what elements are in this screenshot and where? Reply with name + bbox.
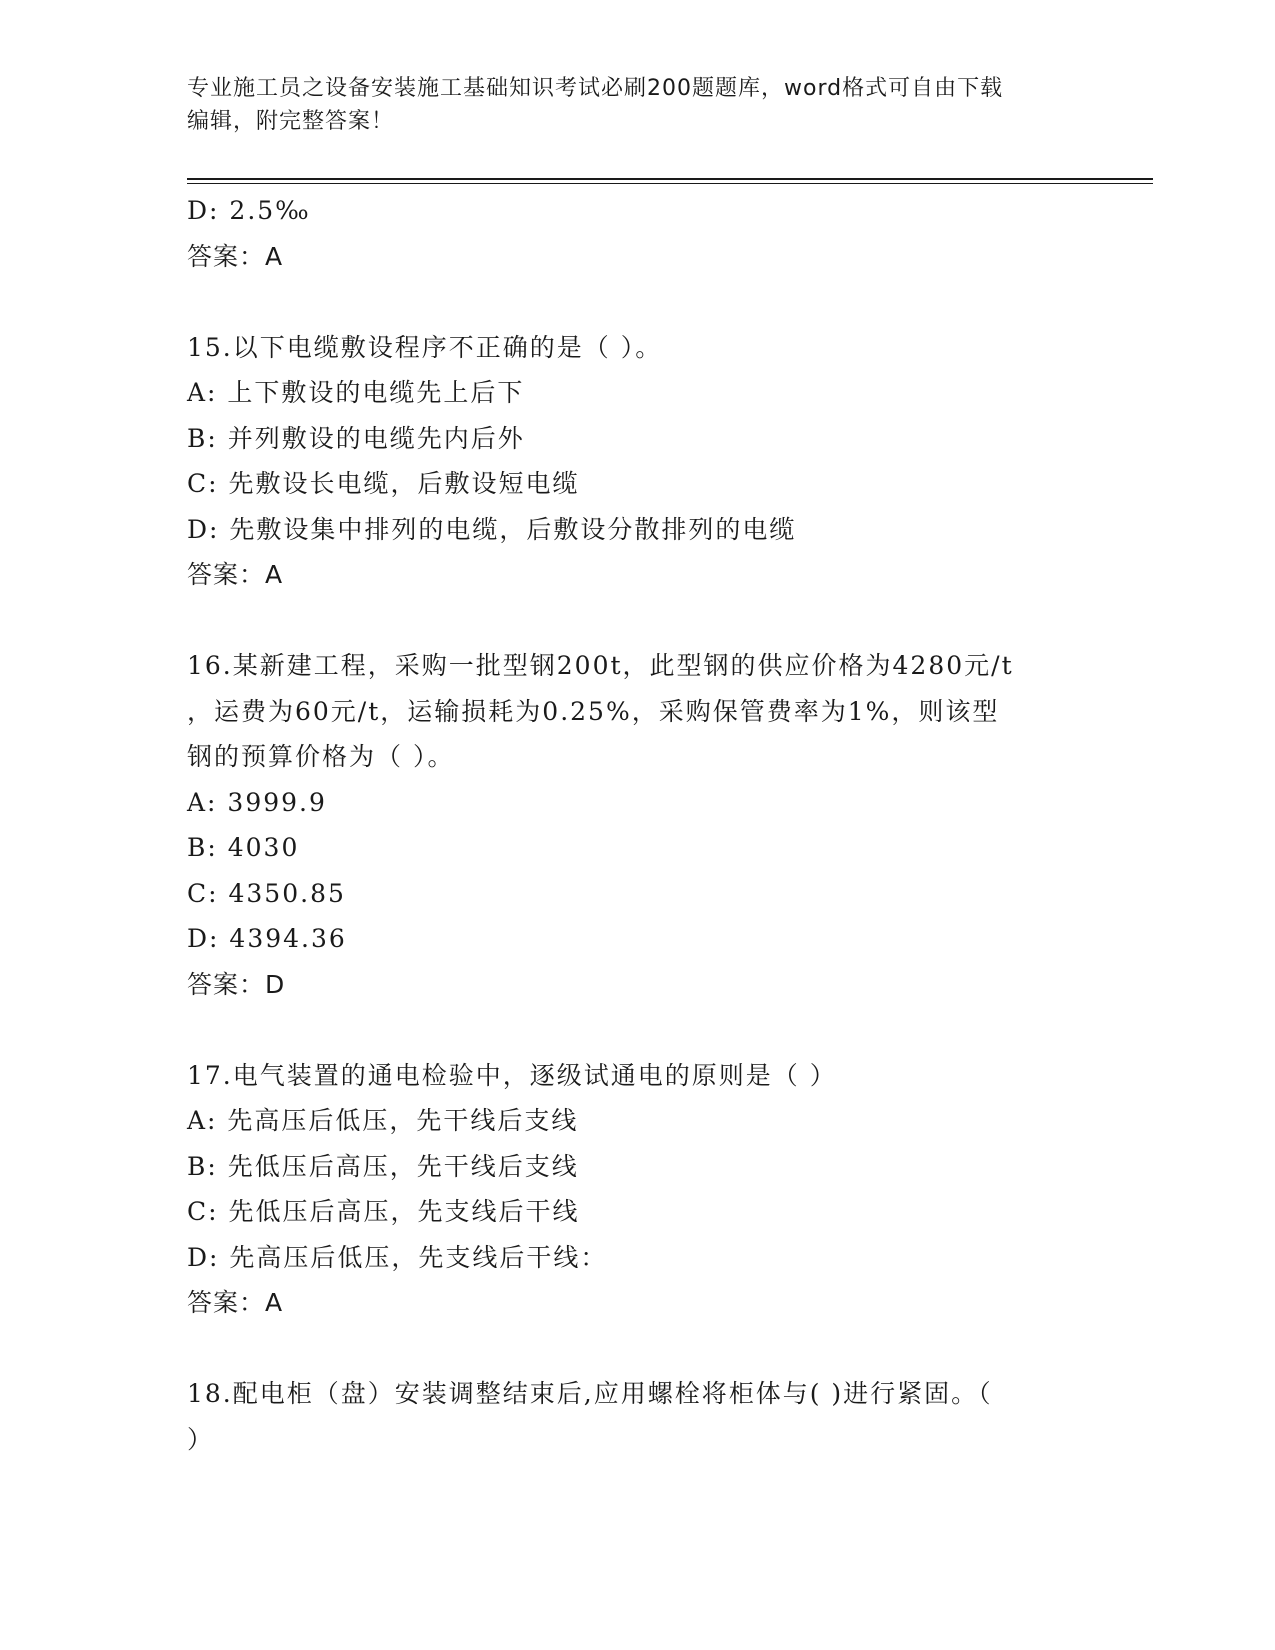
spacer xyxy=(187,598,1087,644)
question-16-option-d: D: 4394.36 xyxy=(187,924,347,953)
question-text-line: 15.以下电缆敷设程序不正确的是（ ）。 xyxy=(187,332,663,362)
header-title-line-2: 编辑，附完整答案！ xyxy=(187,109,395,134)
question-18-text xyxy=(187,1371,1067,1462)
question-list xyxy=(187,188,1087,1462)
spacer xyxy=(187,1007,1087,1053)
question-17-answer: 答案：A xyxy=(187,1288,284,1317)
question-16-answer: 答案：D xyxy=(187,969,286,999)
question-15-option-d: D: 先敷设集中排列的电缆，后敷设分散排列的电缆 xyxy=(187,514,797,544)
question-15-answer: 答案：A xyxy=(187,560,284,589)
prev-option-d: D: 2.5‰ xyxy=(187,196,311,225)
question-16-option-b: B: 4030 xyxy=(187,833,300,862)
header-title-line-1: 专业施工员之设备安装施工基础知识考试必刷200题题库，word格式可自由下载 xyxy=(187,76,1004,101)
question-17-option-b: B: 先低压后高压，先干线后支线 xyxy=(187,1151,579,1181)
question-16-option-a: A: 3999.9 xyxy=(187,787,327,817)
prev-answer: 答案：A xyxy=(187,241,284,271)
question-17-option-c: C: 先低压后高压，先支线后干线 xyxy=(187,1197,580,1226)
question-15-text xyxy=(187,325,1067,371)
question-16-text xyxy=(187,643,1067,780)
spacer xyxy=(187,1326,1087,1372)
question-text-line: 18.配电柜（盘）安装调整结束后,应用螺栓将柜体与( )进行紧固。（ xyxy=(187,1379,993,1408)
question-text-line: 16.某新建工程，采购一批型钢200t，此型钢的供应价格为4280元/t xyxy=(187,651,1014,680)
question-15-option-a: A: 上下敷设的电缆先上后下 xyxy=(187,378,525,407)
header-divider-thin xyxy=(187,183,1153,184)
question-16-option-c: C: 4350.85 xyxy=(187,878,346,908)
question-text-line: ，运费为60元/t，运输损耗为0.25%，采购保管费率为1%，则该型 xyxy=(187,696,1000,726)
question-17-text xyxy=(187,1053,1067,1099)
question-17-option-a: A: 先高压后低压，先干线后支线 xyxy=(187,1106,579,1135)
question-text-line: 17.电气装置的通电检验中，逐级试通电的原则是（ ） xyxy=(187,1060,837,1090)
document-header xyxy=(187,72,1087,138)
question-15-option-b: B: 并列敷设的电缆先内后外 xyxy=(187,423,525,453)
question-text-line: ） xyxy=(187,1424,215,1454)
question-17-option-d: D: 先高压后低压，先支线后干线： xyxy=(187,1242,608,1272)
spacer xyxy=(187,279,1087,325)
question-text-line: 钢的预算价格为（ ）。 xyxy=(187,742,455,771)
header-divider-thick xyxy=(187,178,1153,180)
question-15-option-c: C: 先敷设长电缆，后敷设短电缆 xyxy=(187,469,580,498)
